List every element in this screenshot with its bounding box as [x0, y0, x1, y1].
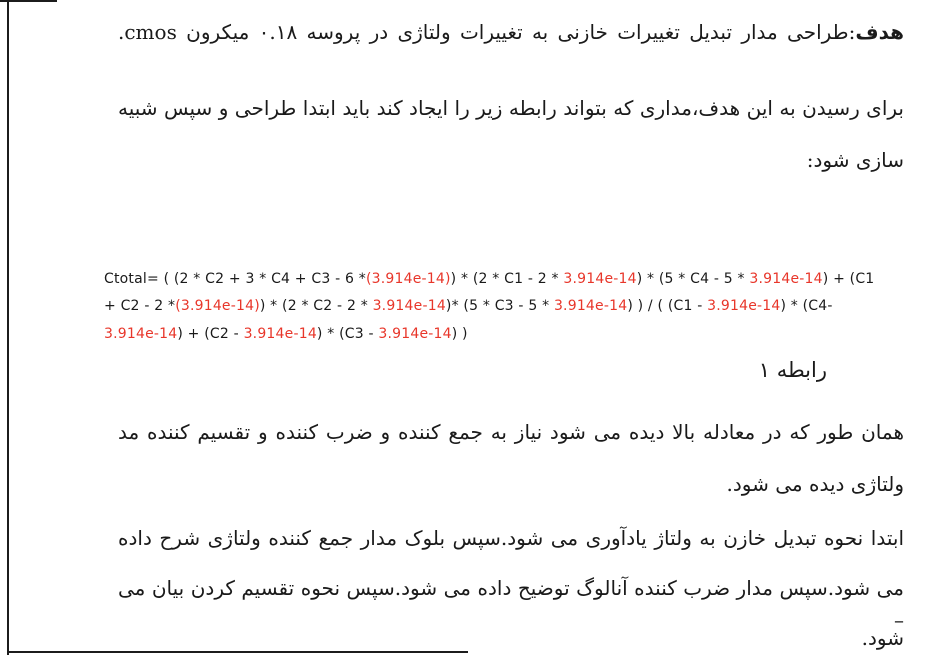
formula-highlight: 3.914e-14	[378, 326, 452, 342]
formula-segment: ) * (5 * C4 - 5 *	[636, 271, 750, 287]
paragraph-observation-line-1: همان طور که در معادله بالا دیده می شود نیاز به جمع کننده و ضرب کننده و تقسیم کننده مد	[118, 420, 904, 444]
formula-segment: ) * (2 * C1 - 2 *	[450, 271, 564, 287]
formula-line-3	[104, 323, 468, 345]
paragraph-intro-line-2: سازی شود:	[806, 148, 904, 172]
equation-caption: رابطه ۱	[758, 358, 827, 382]
formula-highlight: 3.914e-14	[749, 271, 823, 287]
page-border-left	[7, 0, 9, 655]
goal-keyword: هدف	[855, 20, 904, 44]
formula-segment: ) )	[451, 326, 468, 342]
paragraph-intro-line-1: برای رسیدن به این هدف،مداری که بتواند رابطه زیر را ایجاد کند باید ابتدا طراحی و سپس شبیه	[118, 96, 904, 120]
formula-highlight: 3.914e-14	[243, 326, 317, 342]
formula-segment: )* (5 * C3 - 5 *	[445, 298, 554, 314]
goal-text: :طراحی مدار تبدیل تغییرات خازنی به تغییرات ولتاژی در پروسه ۰.۱۸ میکرون cmos.	[118, 20, 856, 44]
formula-segment: ) * (C3 -	[316, 326, 379, 342]
paragraph-outline-line-3: شود.	[861, 626, 904, 650]
paragraph-outline-line-2: می شود.سپس مدار ضرب کننده آنالوگ توضیح داده می شود.سپس نحوه تقسیم کردن بیان می –	[118, 576, 904, 632]
formula-highlight: (3.914e-14)	[365, 271, 451, 287]
formula-segment: + C2 - 2 *	[104, 298, 176, 314]
page-border-top-segment	[0, 0, 57, 2]
formula-highlight: 3.914e-14	[563, 271, 637, 287]
formula-highlight: (3.914e-14)	[175, 298, 260, 314]
formula-line-1	[104, 268, 874, 290]
paragraph-outline-line-1: ابتدا نحوه تبدیل خازن به ولتاژ یادآوری می شود.سپس بلوک مدار جمع کننده ولتاژی شرح داده	[118, 526, 904, 550]
paragraph-goal	[118, 16, 904, 48]
formula-line-2	[104, 295, 833, 317]
formula-segment: ) + (C2 -	[177, 326, 244, 342]
formula-segment: ) + (C1	[822, 271, 875, 287]
formula-highlight: 3.914e-14	[372, 298, 446, 314]
formula-highlight: 3.914e-14	[553, 298, 628, 314]
formula-segment: ) * (C4-	[780, 298, 833, 314]
formula-highlight: 3.914e-14	[104, 326, 178, 342]
formula-segment: ) * (2 * C2 - 2 *	[259, 298, 373, 314]
paragraph-observation-line-2: ولتاژی دیده می شود.	[726, 472, 904, 496]
formula-highlight: 3.914e-14	[707, 298, 781, 314]
formula-segment: ) ) / ( (C1 -	[627, 298, 708, 314]
formula-segment: Ctotal= ( (2 * C2 + 3 * C4 + C3 - 6 *	[104, 271, 366, 287]
